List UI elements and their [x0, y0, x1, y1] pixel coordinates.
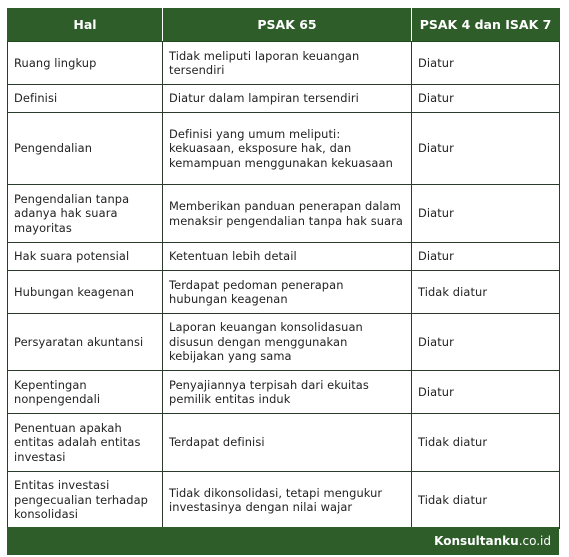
- table-row: [8, 113, 560, 185]
- cell-psak-65: Memberikan panduan penerapan dalam menaksir pengendalian tanpa hak suara: [163, 185, 412, 243]
- cell-psak-65: Tidak meliputi laporan keuangan tersendiri: [163, 42, 412, 85]
- cell-psak-4-isak-7: Diatur: [412, 243, 560, 271]
- cell-psak-65: Diatur dalam lampiran tersendiri: [163, 85, 412, 113]
- cell-psak-65: Tidak dikonsolidasi, tetapi mengukur investasinya dengan nilai wajar: [163, 472, 412, 529]
- cell-hal: Ruang lingkup: [8, 42, 163, 85]
- cell-psak-4-isak-7: Diatur: [412, 371, 560, 414]
- cell-psak-4-isak-7: Tidak diatur: [412, 271, 560, 314]
- cell-hal: Penentuan apakah entitas adalah entitas investasi: [8, 414, 163, 472]
- table-row: [8, 85, 560, 113]
- cell-psak-4-isak-7: Diatur: [412, 42, 560, 85]
- comparison-table: [7, 8, 560, 529]
- cell-psak-4-isak-7: Tidak diatur: [412, 472, 560, 529]
- footer-domain: .co.id: [518, 534, 551, 548]
- cell-psak-65: Laporan keuangan konsolidasuan disusun dengan menggunakan kebijakan yang sama: [163, 314, 412, 371]
- table-row: [8, 414, 560, 472]
- cell-hal: Entitas investasi pengecualian terhadap konsolidasi: [8, 472, 163, 529]
- table-row: [8, 472, 560, 529]
- cell-psak-65: Ketentuan lebih detail: [163, 243, 412, 271]
- cell-hal: Pengendalian tanpa adanya hak suara mayoritas: [8, 185, 163, 243]
- footer-bar: [7, 527, 559, 555]
- cell-psak-65: Definisi yang umum meliputi: kekuasaan, eksposure hak, dan kemampuan menggunakan kekuasaan: [163, 113, 412, 185]
- header-hal: Hal: [8, 8, 163, 42]
- table-row: [8, 314, 560, 371]
- cell-psak-4-isak-7: Diatur: [412, 85, 560, 113]
- cell-hal: Definisi: [8, 85, 163, 113]
- cell-hal: Hak suara potensial: [8, 243, 163, 271]
- cell-psak-65: Terdapat definisi: [163, 414, 412, 472]
- cell-psak-4-isak-7: Tidak diatur: [412, 414, 560, 472]
- table-row: [8, 243, 560, 271]
- cell-psak-4-isak-7: Diatur: [412, 314, 560, 371]
- cell-hal: Pengendalian: [8, 113, 163, 185]
- cell-psak-4-isak-7: Diatur: [412, 113, 560, 185]
- cell-hal: Kepentingan nonpengendali: [8, 371, 163, 414]
- cell-hal: Hubungan keagenan: [8, 271, 163, 314]
- table-row: [8, 371, 560, 414]
- table-row: [8, 271, 560, 314]
- cell-psak-65: Terdapat pedoman penerapan hubungan keagenan: [163, 271, 412, 314]
- cell-psak-4-isak-7: Diatur: [412, 185, 560, 243]
- table-header-row: [8, 8, 560, 42]
- header-psak-4-isak-7: PSAK 4 dan ISAK 7: [412, 8, 560, 42]
- table-row: [8, 42, 560, 85]
- table-row: [8, 185, 560, 243]
- cell-psak-65: Penyajiannya terpisah dari ekuitas pemilik entitas induk: [163, 371, 412, 414]
- cell-hal: Persyaratan akuntansi: [8, 314, 163, 371]
- header-psak-65: PSAK 65: [163, 8, 412, 42]
- footer-brand: Konsultanku: [434, 534, 519, 548]
